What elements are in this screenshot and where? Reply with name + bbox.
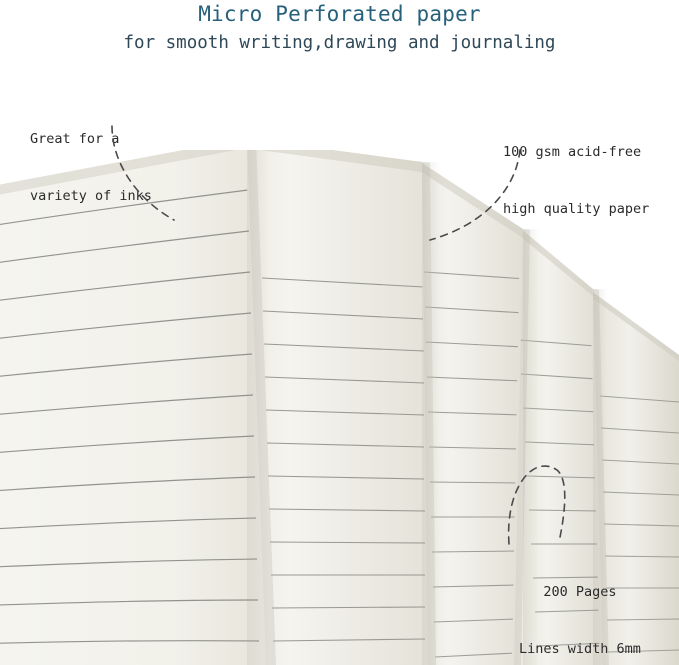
callout-inks (30, 92, 152, 244)
page-subtitle: for smooth writing,drawing and journaling (123, 33, 556, 53)
page-sheet-2 (244, 150, 440, 665)
callout-paper-weight-line1: 100 gsm acid-free (503, 144, 642, 160)
callout-paper-weight-line2: high quality paper (503, 201, 650, 217)
headline-block (0, 0, 679, 53)
callout-pages-line2: Lines width 6mm (519, 641, 641, 657)
callout-paper-weight (503, 105, 649, 257)
page-title: Micro Perforated paper (198, 2, 481, 26)
callout-inks-line2: variety of inks (30, 188, 152, 204)
callout-inks-line1: Great for a (30, 131, 120, 147)
callout-pages (519, 545, 641, 665)
callout-pages-line1: 200 Pages (543, 584, 617, 600)
